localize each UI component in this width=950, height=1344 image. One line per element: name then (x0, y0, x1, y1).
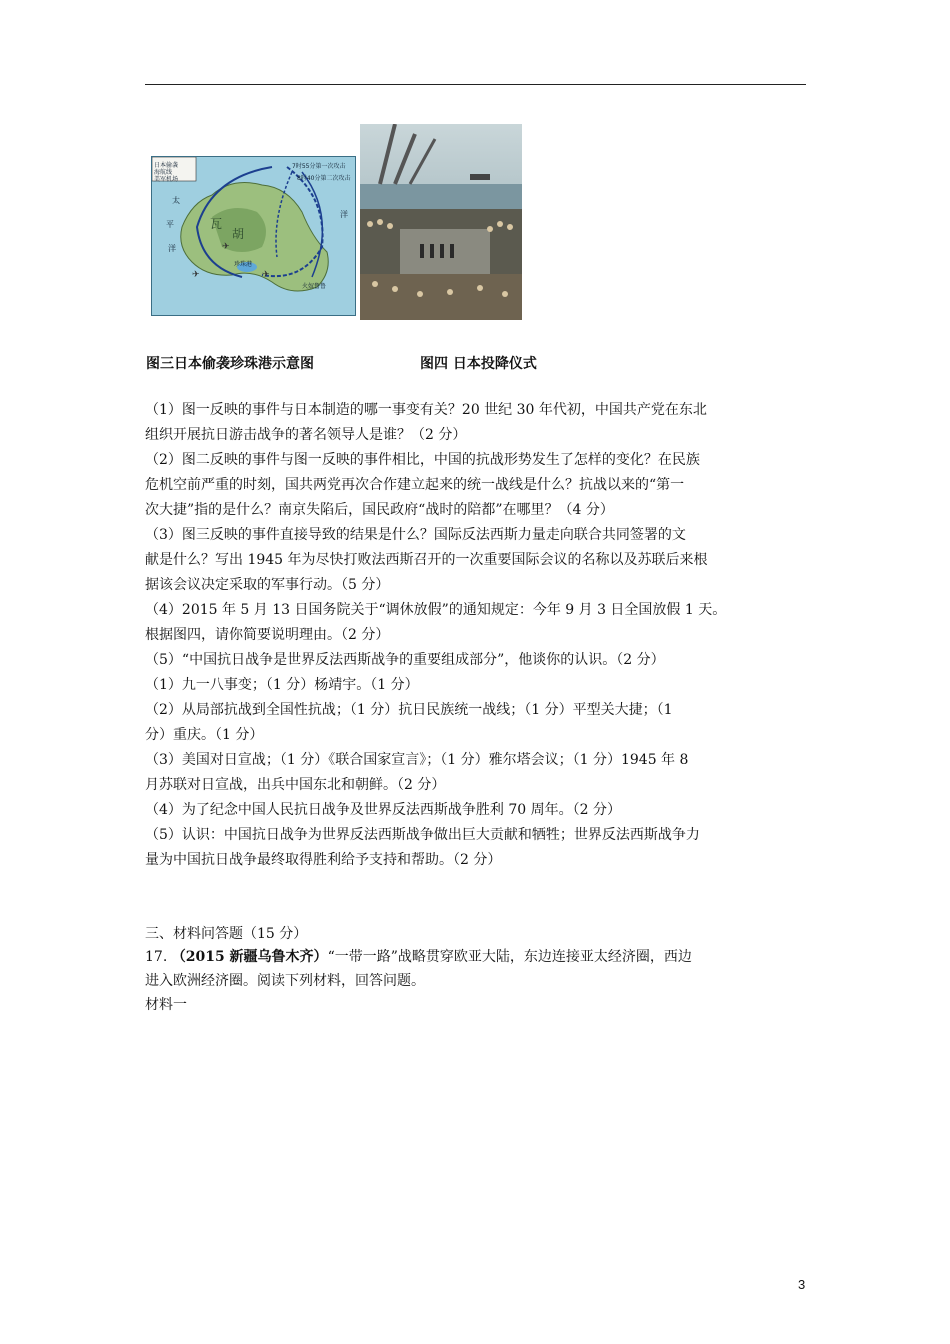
wave1-label: 7时55分第一次攻击 (292, 163, 346, 170)
surrender-ceremony-photo (360, 124, 522, 320)
photo-graphic (360, 124, 522, 320)
legend-item-1: 日本偷袭 (154, 162, 179, 169)
question-17-source: （2015 新疆乌鲁木齐） (171, 949, 328, 965)
legend-item-2: 海航线 (154, 169, 173, 176)
fort-label: 火奴鲁鲁 (302, 283, 327, 290)
ocean-label-2: 平 (166, 220, 174, 229)
legend-item-3: 美军机场 (154, 176, 179, 183)
figure3-caption: 图三日本偷袭珍珠港示意图 (146, 356, 314, 372)
question-line: 次大捷”指的是什么？南京失陷后，国民政府“战时的陪都”在哪里？（4 分） (145, 502, 614, 518)
answer-line: 量为中国抗日战争最终取得胜利给予支持和帮助。（2 分） (145, 852, 502, 868)
svg-text:✈: ✈ (262, 270, 270, 280)
question-line: （5）“中国抗日战争是世界反法西斯战争的重要组成部分”，他谈你的认识。（2 分） (145, 652, 665, 668)
answer-line: （5）认识：中国抗日战争为世界反法西斯战争做出巨大贡献和牺牲；世界反法西斯战争力 (145, 827, 700, 843)
harbor-label: 珍珠港 (234, 261, 253, 268)
question-line: 献是什么？写出 1945 年为尽快打败法西斯召开的一次重要国际会议的名称以及苏联后来根 (145, 552, 708, 568)
answer-line: 分）重庆。（1 分） (145, 727, 264, 743)
question-line: （2）图二反映的事件与图一反映的事件相比，中国的抗战形势发生了怎样的变化？在民族 (145, 452, 700, 468)
page-number: 3 (798, 1277, 806, 1292)
question-line: 危机空前严重的时刻，国共两党再次合作建立起来的统一战线是什么？抗战以来的“第一 (145, 477, 685, 493)
material-label: 材料一 (145, 997, 187, 1013)
section-title: 三、材料问答题（15 分） (145, 926, 308, 942)
svg-text:✈: ✈ (222, 242, 230, 252)
wave2-label: 8时40分第二次攻击 (297, 175, 351, 182)
island-label-2: 胡 (232, 227, 245, 241)
question-line: 据该会议决定采取的军事行动。（5 分） (145, 577, 390, 593)
question-17-text: “一带一路”战略贯穿欧亚大陆，东边连接亚太经济圈，西边 (327, 949, 692, 965)
pearl-harbor-map (151, 156, 356, 316)
question-line: 组织开展抗日游击战争的著名领导人是谁？（2 分） (145, 427, 467, 443)
question-line: （4）2015 年 5 月 13 日国务院关于“调休放假”的通知规定：今年 9 月 3 日全国放假 1 天。 (145, 602, 727, 618)
answer-line: （2）从局部抗战到全国性抗战；（1 分）抗日民族统一战线；（1 分）平型关大捷；（1 (145, 702, 673, 718)
answer-line: （4）为了纪念中国人民抗日战争及世界反法西斯战争胜利 70 周年。（2 分） (145, 802, 621, 818)
figure4-caption: 图四 日本投降仪式 (420, 356, 537, 372)
question-17-number: 17. (145, 949, 168, 965)
answer-line: （3）美国对日宣战；（1 分）《联合国家宣言》；（1 分）雅尔塔会议；（1 分）1945 年 8 (145, 752, 689, 768)
header-rule (145, 84, 806, 85)
island-label-1: 瓦 (210, 217, 223, 231)
svg-text:✈: ✈ (192, 270, 200, 280)
answer-line: （1）九一八事变；（1 分）杨靖宇。（1 分） (145, 677, 419, 693)
question-line: （1）图一反映的事件与日本制造的哪一事变有关？20 世纪 30 年代初，中国共产党在东北 (145, 402, 707, 418)
question-17-text-cont: 进入欧洲经济圈。阅读下列材料，回答问题。 (145, 973, 425, 989)
ocean-label-3: 洋 (168, 244, 176, 253)
question-17 (145, 945, 692, 970)
answer-line: 月苏联对日宣战，出兵中国东北和朝鲜。（2 分） (145, 777, 446, 793)
question-line: 根据图四，请你简要说明理由。（2 分） (145, 627, 390, 643)
ocean-label-4: 洋 (340, 210, 348, 219)
ocean-label-1: 太 (172, 196, 180, 205)
question-line: （3）图三反映的事件直接导致的结果是什么？国际反法西斯力量走向联合共同签署的文 (145, 527, 686, 543)
